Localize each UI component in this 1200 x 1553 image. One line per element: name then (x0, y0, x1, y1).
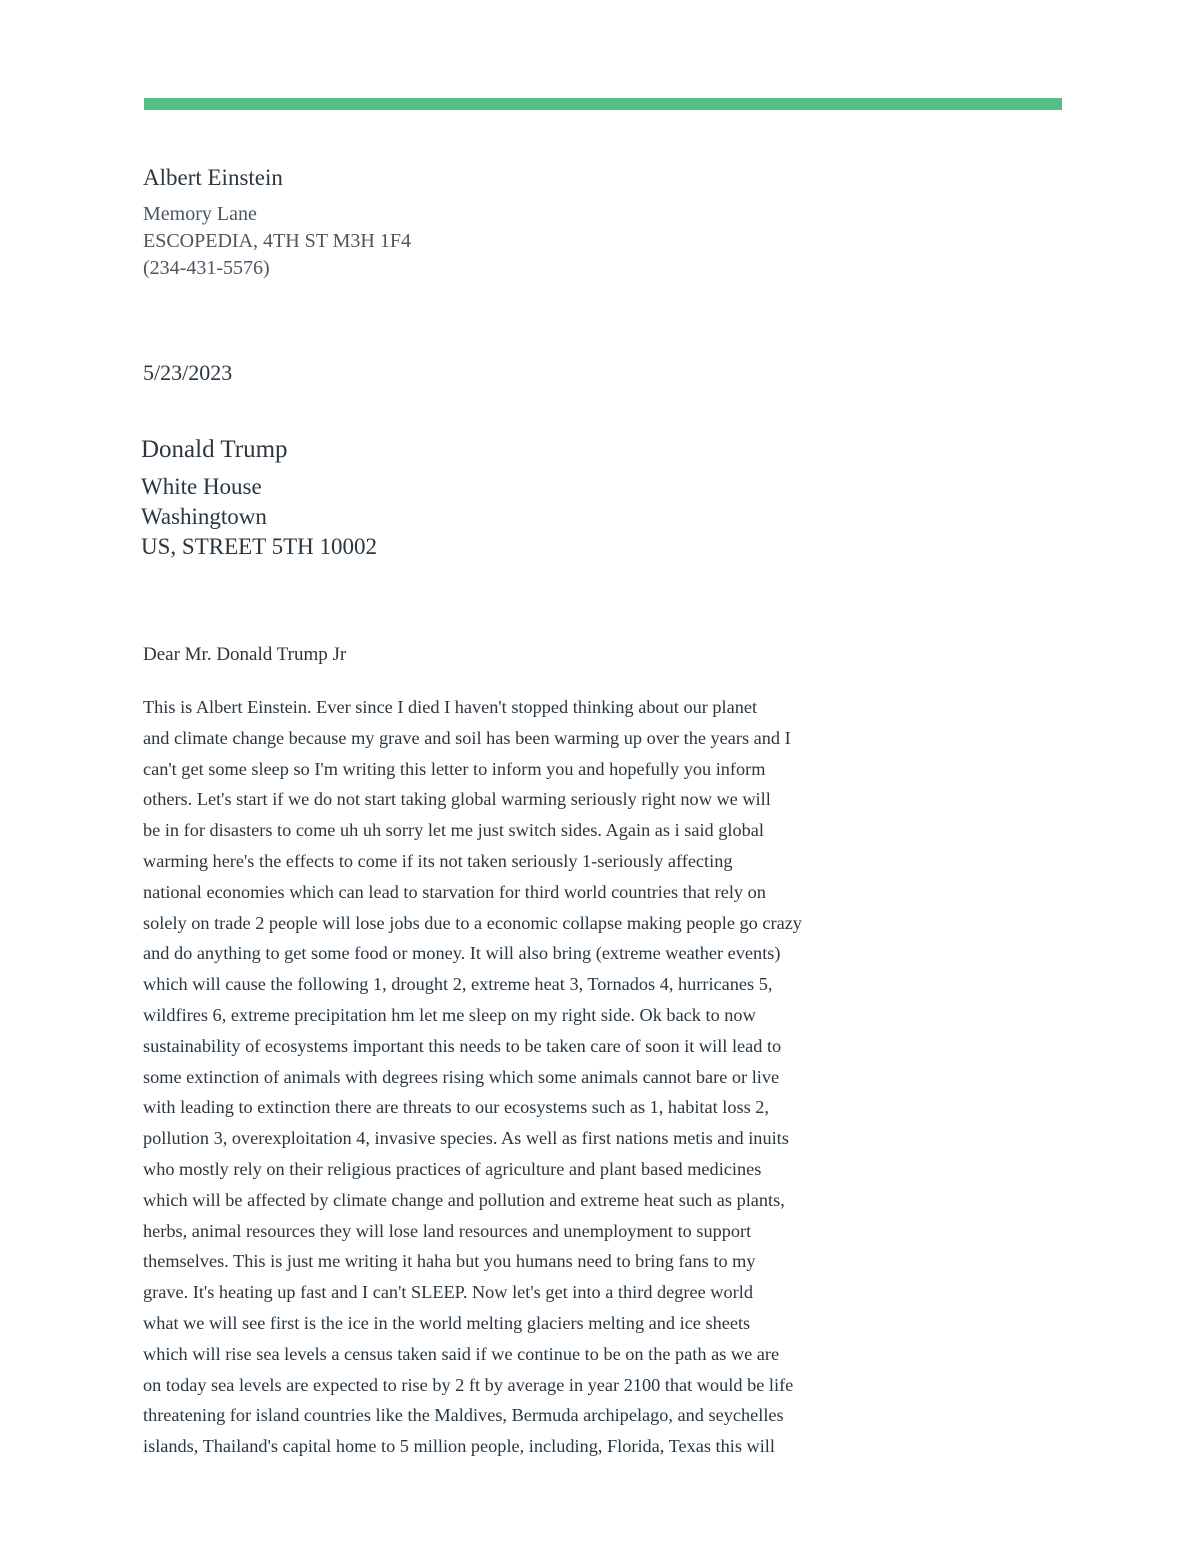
body-line: wildfires 6, extreme precipitation hm let me sleep on my right side. Ok back to now (143, 1004, 756, 1025)
body-line: themselves. This is just me writing it haha but you humans need to bring fans to my (143, 1251, 756, 1272)
header-accent-bar (144, 98, 1062, 110)
body-line: This is Albert Einstein. Ever since I died I haven't stopped thinking about our planet (143, 697, 758, 717)
sender-phone: (234-431-5576) (143, 257, 270, 279)
body-line: some extinction of animals with degrees rising which some animals cannot bare or live (143, 1066, 780, 1087)
recipient-address (141, 472, 377, 562)
body-line: solely on trade 2 people will lose jobs due to a economic collapse making people go crazy (143, 912, 802, 933)
sender-name: Albert Einstein (143, 165, 283, 190)
body-line: who mostly rely on their religious practices of agriculture and plant based medicines (143, 1158, 762, 1179)
body-line: which will rise sea levels a census taken said if we continue to be on the path as we are (143, 1343, 780, 1364)
body-line: national economies which can lead to starvation for third world countries that rely on (143, 881, 766, 902)
sender-city-line: ESCOPEDIA, 4TH ST M3H 1F4 (143, 230, 411, 252)
body-line: herbs, animal resources they will lose land resources and unemployment to support (143, 1220, 752, 1241)
body-line: on today sea levels are expected to rise by 2 ft by average in year 2100 that would be life (143, 1374, 794, 1395)
letter-body (143, 692, 903, 1462)
letter-date: 5/23/2023 (143, 360, 233, 385)
body-line: and climate change because my grave and soil has been warming up over the years and I (143, 727, 791, 748)
body-line: pollution 3, overexploitation 4, invasive species. As well as first nations metis and inuits (143, 1128, 789, 1149)
salutation: Dear Mr. Donald Trump Jr (143, 644, 347, 665)
recipient-name: Donald Trump (141, 436, 288, 463)
sender-street: Memory Lane (143, 203, 257, 225)
body-line: warming here's the effects to come if its not taken seriously 1-seriously affecting (143, 850, 733, 871)
body-line: islands, Thailand's capital home to 5 million people, including, Florida, Texas this will (143, 1436, 775, 1457)
body-line: and do anything to get some food or money. It will also bring (extreme weather events) (143, 943, 781, 964)
recipient-line-2: Washingtown (141, 504, 267, 529)
body-line: others. Let's start if we do not start taking global warming seriously right now we will (143, 789, 771, 810)
body-line: threatening for island countries like the Maldives, Bermuda archipelago, and seychelles (143, 1405, 784, 1426)
body-line: which will cause the following 1, drought 2, extreme heat 3, Tornados 4, hurricanes 5, (143, 974, 773, 995)
body-line: with leading to extinction there are threats to our ecosystems such as 1, habitat loss 2, (143, 1097, 769, 1118)
recipient-line-1: White House (141, 474, 262, 499)
sender-address (143, 201, 411, 282)
body-line: what we will see first is the ice in the world melting glaciers melting and ice sheets (143, 1312, 751, 1333)
body-line: grave. It's heating up fast and I can't SLEEP. Now let's get into a third degree world (143, 1282, 753, 1303)
body-line: which will be affected by climate change and pollution and extreme heat such as plants, (143, 1189, 785, 1210)
body-line: sustainability of ecosystems important this needs to be taken care of soon it will lead to (143, 1035, 782, 1056)
body-line: can't get some sleep so I'm writing this letter to inform you and hopefully you inform (143, 758, 766, 779)
recipient-line-3: US, STREET 5TH 10002 (141, 534, 377, 559)
body-line: be in for disasters to come uh uh sorry let me just switch sides. Again as i said global (143, 820, 764, 841)
